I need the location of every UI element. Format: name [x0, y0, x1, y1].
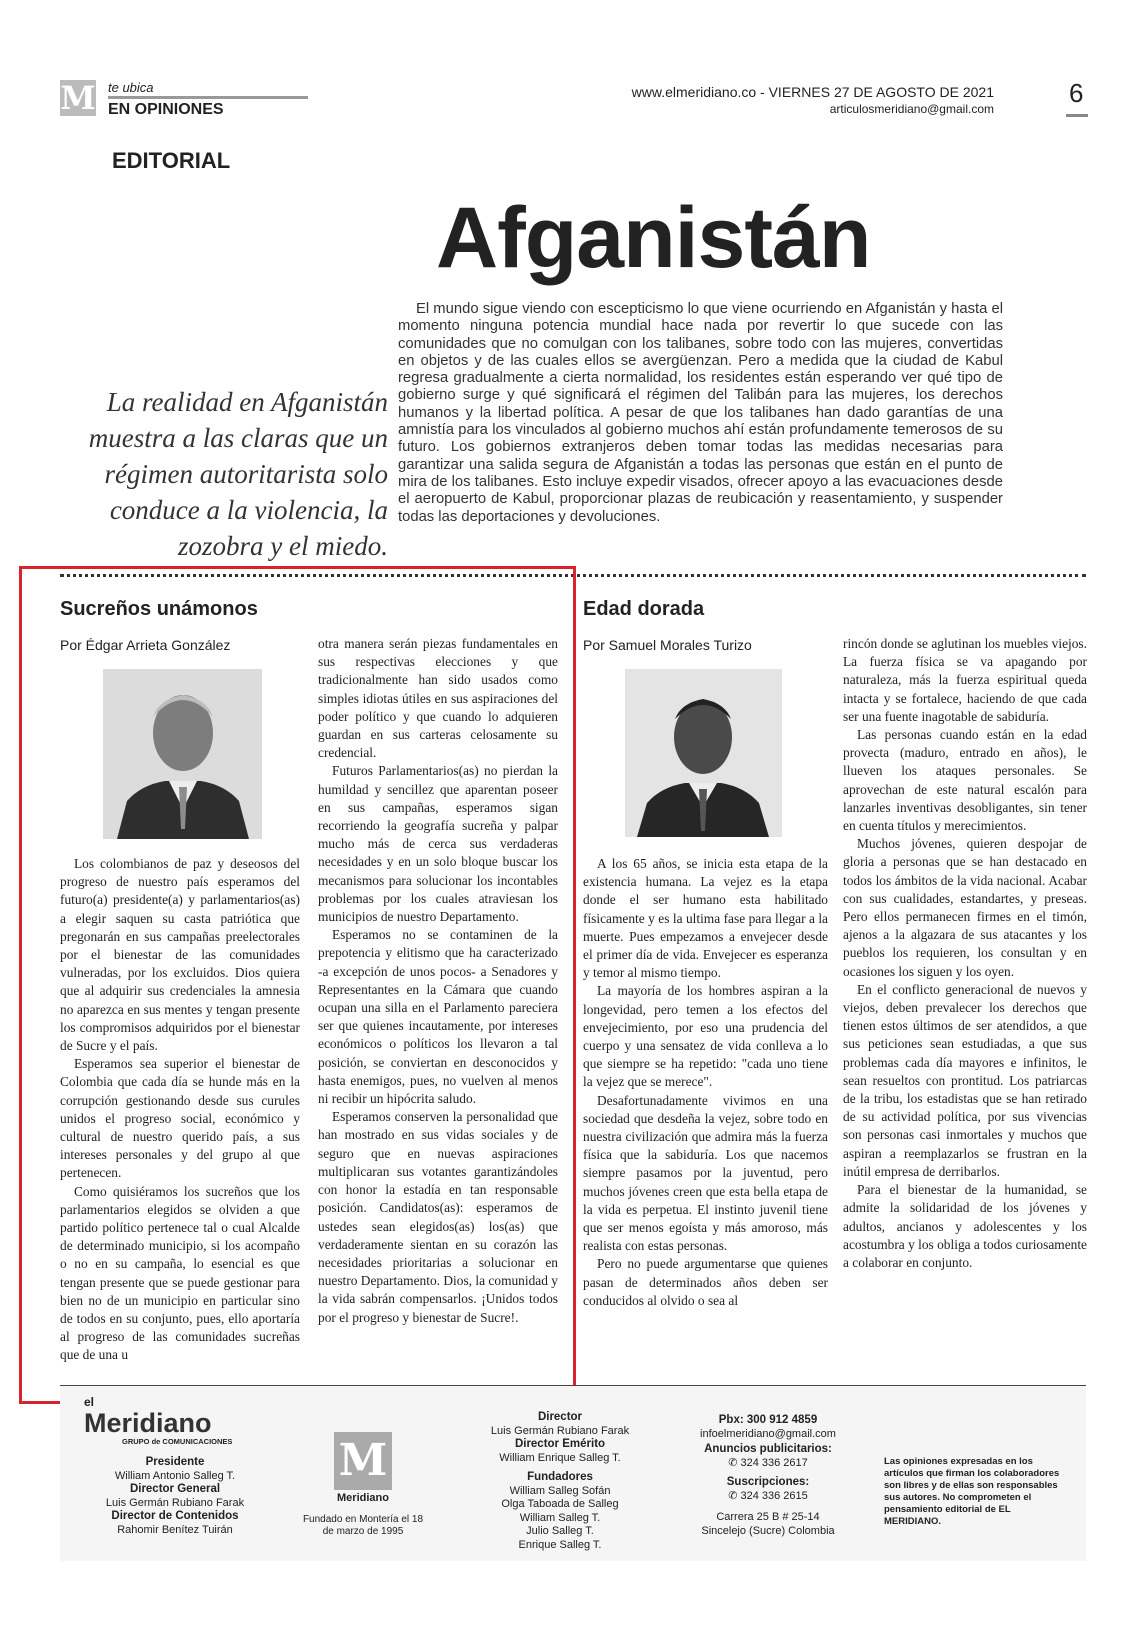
newspaper-logo-icon: M	[60, 79, 96, 117]
footer-contact	[680, 1414, 856, 1538]
page-number: 6	[1069, 78, 1084, 108]
editorial-body: El mundo sigue viendo con escepticismo lo que viene ocurriendo en Afganistán y hasta el momento ninguna potencia mundial hace nada por revertir lo que sucede con las comunidades que no comulgan con los talibanes, sobre todo con las mujeres, convertidas en objetos y de las cuales ellos se avergüenzan. Pero a medida que la ciudad de Kabul regresa gradualmente a cierta normalidad, los residentes están esperando ver qué tipo de gobierno surge y qué significará el régimen del Talibán para las mujeres, los derechos humanos y la libertad política. A pesar de que los talibanes han dado garantías de una amnistía para los vinculados al gobierno muchos ahí están profundamente temerosos de su futuro. Los gobiernos extranjeros deben tomar todas las medidas necesarias para garantizar una salida segura de Afganistán a todas las personas que están en el punto de mira de los talibanes. Esto incluye expedir visados, ofrecer apoyo a las evacuaciones desde el aeropuerto de Kabul, proporcionar plazas de reubicación y reasentamiento, y suspender todas las deportaciones y devoluciones.	[398, 301, 1003, 525]
emerito-name: William Enrique Salleg T.	[499, 1451, 621, 1464]
article2-column2	[843, 635, 1087, 1272]
whatsapp-icon: ✆	[728, 1489, 738, 1502]
paragraph: A los 65 años, se inicia esta etapa de la existencia humana. La vejez es la etapa donde el ser humano esta habilitado físicamente y es la ultima fase para llegar a la muerte. Pues empezamos a envejecer desde el primer día de vida. Envejecer es esperanza y temor al mismo tiempo.	[583, 856, 828, 981]
author2-portrait-icon	[625, 669, 782, 837]
paragraph: rincón donde se aglutinan los muebles viejos. La fuerza física se va apagando por naturaleza, más la fuerza espiritual queda intacta y se fortalece, haciendo de que cada ser una fuente inagotable de sabiduría.	[843, 636, 1087, 724]
founded-note: Fundado en Montería el 18 de marzo de 1995	[302, 1513, 424, 1537]
anuncios-label: Anuncios publicitarios:	[704, 1443, 832, 1455]
page-number-rule	[1066, 114, 1088, 117]
anuncios-phone: 324 336 2617	[740, 1456, 808, 1469]
director-name: Luis Germán Rubiano Farak	[490, 1424, 630, 1437]
emerito-label: Director Emérito	[514, 1438, 606, 1450]
paragraph: Como quisiéramos los sucreños que los parlamentarios elegidos se olviden a que partido político pertenece tal o cual Alcalde de determinado municipio, si los acompaño o no en su campaña, lo esencial es que tengan presente que se puede gestionar para bien no de un municipio en particular sino de todos en su conjunto, pues, ello aportaría al progreso de las comunidades sucreñas que de una u	[60, 1183, 300, 1363]
article1-column1	[60, 855, 300, 1365]
director-general-label: Director General	[129, 1483, 221, 1495]
suscripciones-phone: 324 336 2615	[740, 1489, 808, 1502]
paragraph: Esperamos no se contaminen de la prepotencia y elitismo que ha caracterizado -a excepción de unos pocos- a Senadores y Representantes en la Cámara que cuando ocupan una silla en el Parlamento pareciera ser que quienes incautamente, por intereses económicos o políticos los llevaron a tal posición, se conviertan en desconocidos y hasta enemigos, pues, no vuelven al menos ni recibir un hipócrita saludo.	[318, 927, 558, 1107]
paragraph: Pero no puede argumentarse que quienes pasan de determinados años deben ser conducidos al olvido o sea al	[583, 1256, 828, 1308]
paragraph: otra manera serán piezas fundamentales en sus respectivas elecciones y que tradicionalmente han sido usados como simples idiotas útiles en sus aspiraciones del poder político y que cuando lo adquieren guardan en sus carteras celosamente su credencial.	[318, 636, 558, 761]
fundador-name: William Salleg T.	[519, 1511, 601, 1524]
paragraph: Para el bienestar de la humanidad, se admite la solidaridad de los jóvenes y adultos, ancianos y adolescentes y los acostumbra y los obliga a todos curiosamente a colaborar en conjunto.	[843, 1182, 1087, 1270]
seal-name: Meridiano	[337, 1492, 389, 1504]
paragraph: En el conflicto generacional de nuevos y viejos, deben prevalecer los derechos que tienen estos últimos de ser atendidos, a que sus peticiones sean estudiadas, a que sus problemas cada día mayores e infinitos, le sean resueltos con prontitud. Los patriarcas de la tribu, los estadistas que se han retirado de su actividad política, por sus vivencias son personas casi inmortales y muchos que aspiran a reemplazarlos se frustran en la inútil empresa de derribarlos.	[843, 981, 1087, 1179]
director-contenidos-name: Rahomir Benítez Tuirán	[117, 1523, 233, 1536]
presidente-name: William Antonio Salleg T.	[114, 1469, 236, 1482]
paragraph: Las personas cuando están en la edad provecta (maduro, entrado en años), le llueven los ataques personales. Se aprovechan de este natural escalón para lanzarles inventivas desobligantes, sin tener en cuenta títulos y merecimientos.	[843, 727, 1087, 834]
suscripciones-label: Suscripciones:	[726, 1476, 810, 1488]
info-email: infoelmeridiano@gmail.com	[700, 1427, 836, 1440]
paragraph: Esperamos conserven la personalidad que han mostrado en sus vidas sociales y de seguro que en nuevas aspiraciones multiplicaran sus votantes garantizándoles con honor la estadía en tan responsable posición. Candidatos(as): esperamos de ustedes sean elegidos(as) los(as) que verdaderamente sientan en su corazón las necesidades prioritarias a solucionar en nuestro Departamento. Dios, la comunidad y la vida sabrán compensarlos. ¡Unidos todos por el progreso y bienestar de Sucre!.	[318, 1109, 558, 1325]
article1-column2	[318, 635, 558, 1327]
author1-portrait-icon	[103, 669, 262, 839]
article2-byline: Por Samuel Morales Turizo	[583, 637, 752, 653]
brand-el: el	[84, 1395, 95, 1409]
author2-photo	[625, 669, 782, 837]
paragraph: Esperamos sea superior el bienestar de Colombia que cada día se hunde más en la corrupción gestionando desde sus curules unidos el progreso social, económico y cultural de nuestro querido país, a sus intereses personales y del grupo al que pertenecen.	[60, 1056, 300, 1181]
editorial-pullquote: La realidad en Afganistán muestra a las claras que un régimen autoritarista solo conduce a la violencia, la zozobra y el miedo.	[88, 387, 388, 561]
whatsapp-icon: ✆	[728, 1456, 738, 1469]
header-rule	[108, 96, 308, 99]
footer-seal	[298, 1432, 428, 1538]
address-line2: Sincelejo (Sucre) Colombia	[701, 1524, 835, 1537]
fundador-name: Olga Taboada de Salleg	[501, 1498, 619, 1510]
fundadores-label: Fundadores	[527, 1471, 593, 1483]
footer-masthead	[60, 1396, 290, 1537]
director-general-name: Luis Germán Rubiano Farak	[105, 1496, 245, 1509]
article2-column1	[583, 855, 828, 1310]
address-line1: Carrera 25 B # 25-14	[716, 1511, 820, 1523]
pbx-phone: Pbx: 300 912 4859	[718, 1414, 818, 1426]
brand-sub: GRUPO de COMUNICACIONES	[122, 1437, 233, 1446]
header-tagline-small: te ubica	[108, 80, 154, 95]
section-title: EDITORIAL	[112, 148, 231, 173]
paragraph: Desafortunadamente vivimos en una sociedad que desdeña la vejez, sobre todo en nuestra civilización que admira más la fuerza física que la sabiduría. Los que nacemos siempre pasamos por la juventud, pero muchos jóvenes creen que esta bella etapa de la vida es perpetua. El instinto juvenil tiene que ser menos egoísta y más amoroso, más realista con estas personas.	[583, 1092, 828, 1254]
suscripciones-row	[680, 1490, 856, 1504]
article1-title: Sucreños unámonos	[60, 598, 258, 620]
editorial-headline: Afganistán	[436, 190, 871, 286]
anuncios-row	[680, 1457, 856, 1471]
paragraph: La mayoría de los hombres aspiran a la longevidad, pero temen a los efectos del envejecimiento, por eso una prudencia del cuerpo y una sensatez de vida conlleva a lo que siempre se ha repetido: "cada uno tiene la vejez que se merece".	[583, 983, 828, 1090]
footer-disclaimer: Las opiniones expresadas en los artículos que firman los colaboradores son libres y de ellas son responsables sus autores. No comprometen el pensamiento editorial de EL MERIDIANO.	[884, 1456, 1060, 1527]
header-site-date: www.elmeridiano.co - VIERNES 27 DE AGOSTO DE 2021	[631, 84, 994, 100]
paragraph: Muchos jóvenes, quieren despojar de gloria a personas que se han destacado en todos los ámbitos de la vida nacional. Acabar con sus cualidades, estandartes, y preseas. Pero ellos permanecen firmes en el timón, ajenos a la algazara de sus atacantes y los pueblos los requieren, los consultan y en ocasiones los siguen y los oyen.	[843, 836, 1087, 979]
brand-name: Meridiano	[84, 1408, 212, 1438]
fundador-name: William Salleg Sofán	[509, 1484, 611, 1497]
author1-photo	[103, 669, 262, 839]
header-email: articulosmeridiano@gmail.com	[829, 102, 994, 116]
article2-title: Edad dorada	[583, 598, 705, 620]
director-label: Director	[537, 1411, 583, 1423]
footer-directors	[470, 1411, 650, 1552]
header-section-label: EN OPINIONES	[108, 101, 224, 118]
article1-byline: Por Édgar Arrieta González	[60, 637, 231, 653]
fundador-name: Julio Salleg T.	[526, 1525, 594, 1537]
paragraph: Los colombianos de paz y deseosos del progreso de nuestro país esperamos del futuro(a) presidente(a) y parlamentarios(as) a elegir saquen su casta patriótica que pregonarán en sus campañas preelectorales por el bienestar de las comunidades vulneradas, por los excluidos. Dios quiera que al adquirir sus credenciales la amnesia no aparezca en sus mentes y tengan presente los compromisos adquiridos por el bienestar de Sucre y el país.	[60, 856, 300, 1054]
fundador-name: Enrique Salleg T.	[518, 1538, 602, 1551]
presidente-label: Presidente	[145, 1456, 205, 1468]
director-contenidos-label: Director de Contenidos	[111, 1510, 239, 1522]
paragraph: Futuros Parlamentarios(as) no pierdan la humildad y sencillez que aparentan poseer en sus campañas, esperamos sigan recorriendo la geografía sucreña y palpar mucho más de cerca sus verdaderas necesidades y en un solo bloque buscar los mecanismos para solucionar los incontables problemas por los cuales atraviesan los municipios de nuestro Departamento.	[318, 763, 558, 925]
seal-logo-icon: M	[334, 1432, 392, 1490]
